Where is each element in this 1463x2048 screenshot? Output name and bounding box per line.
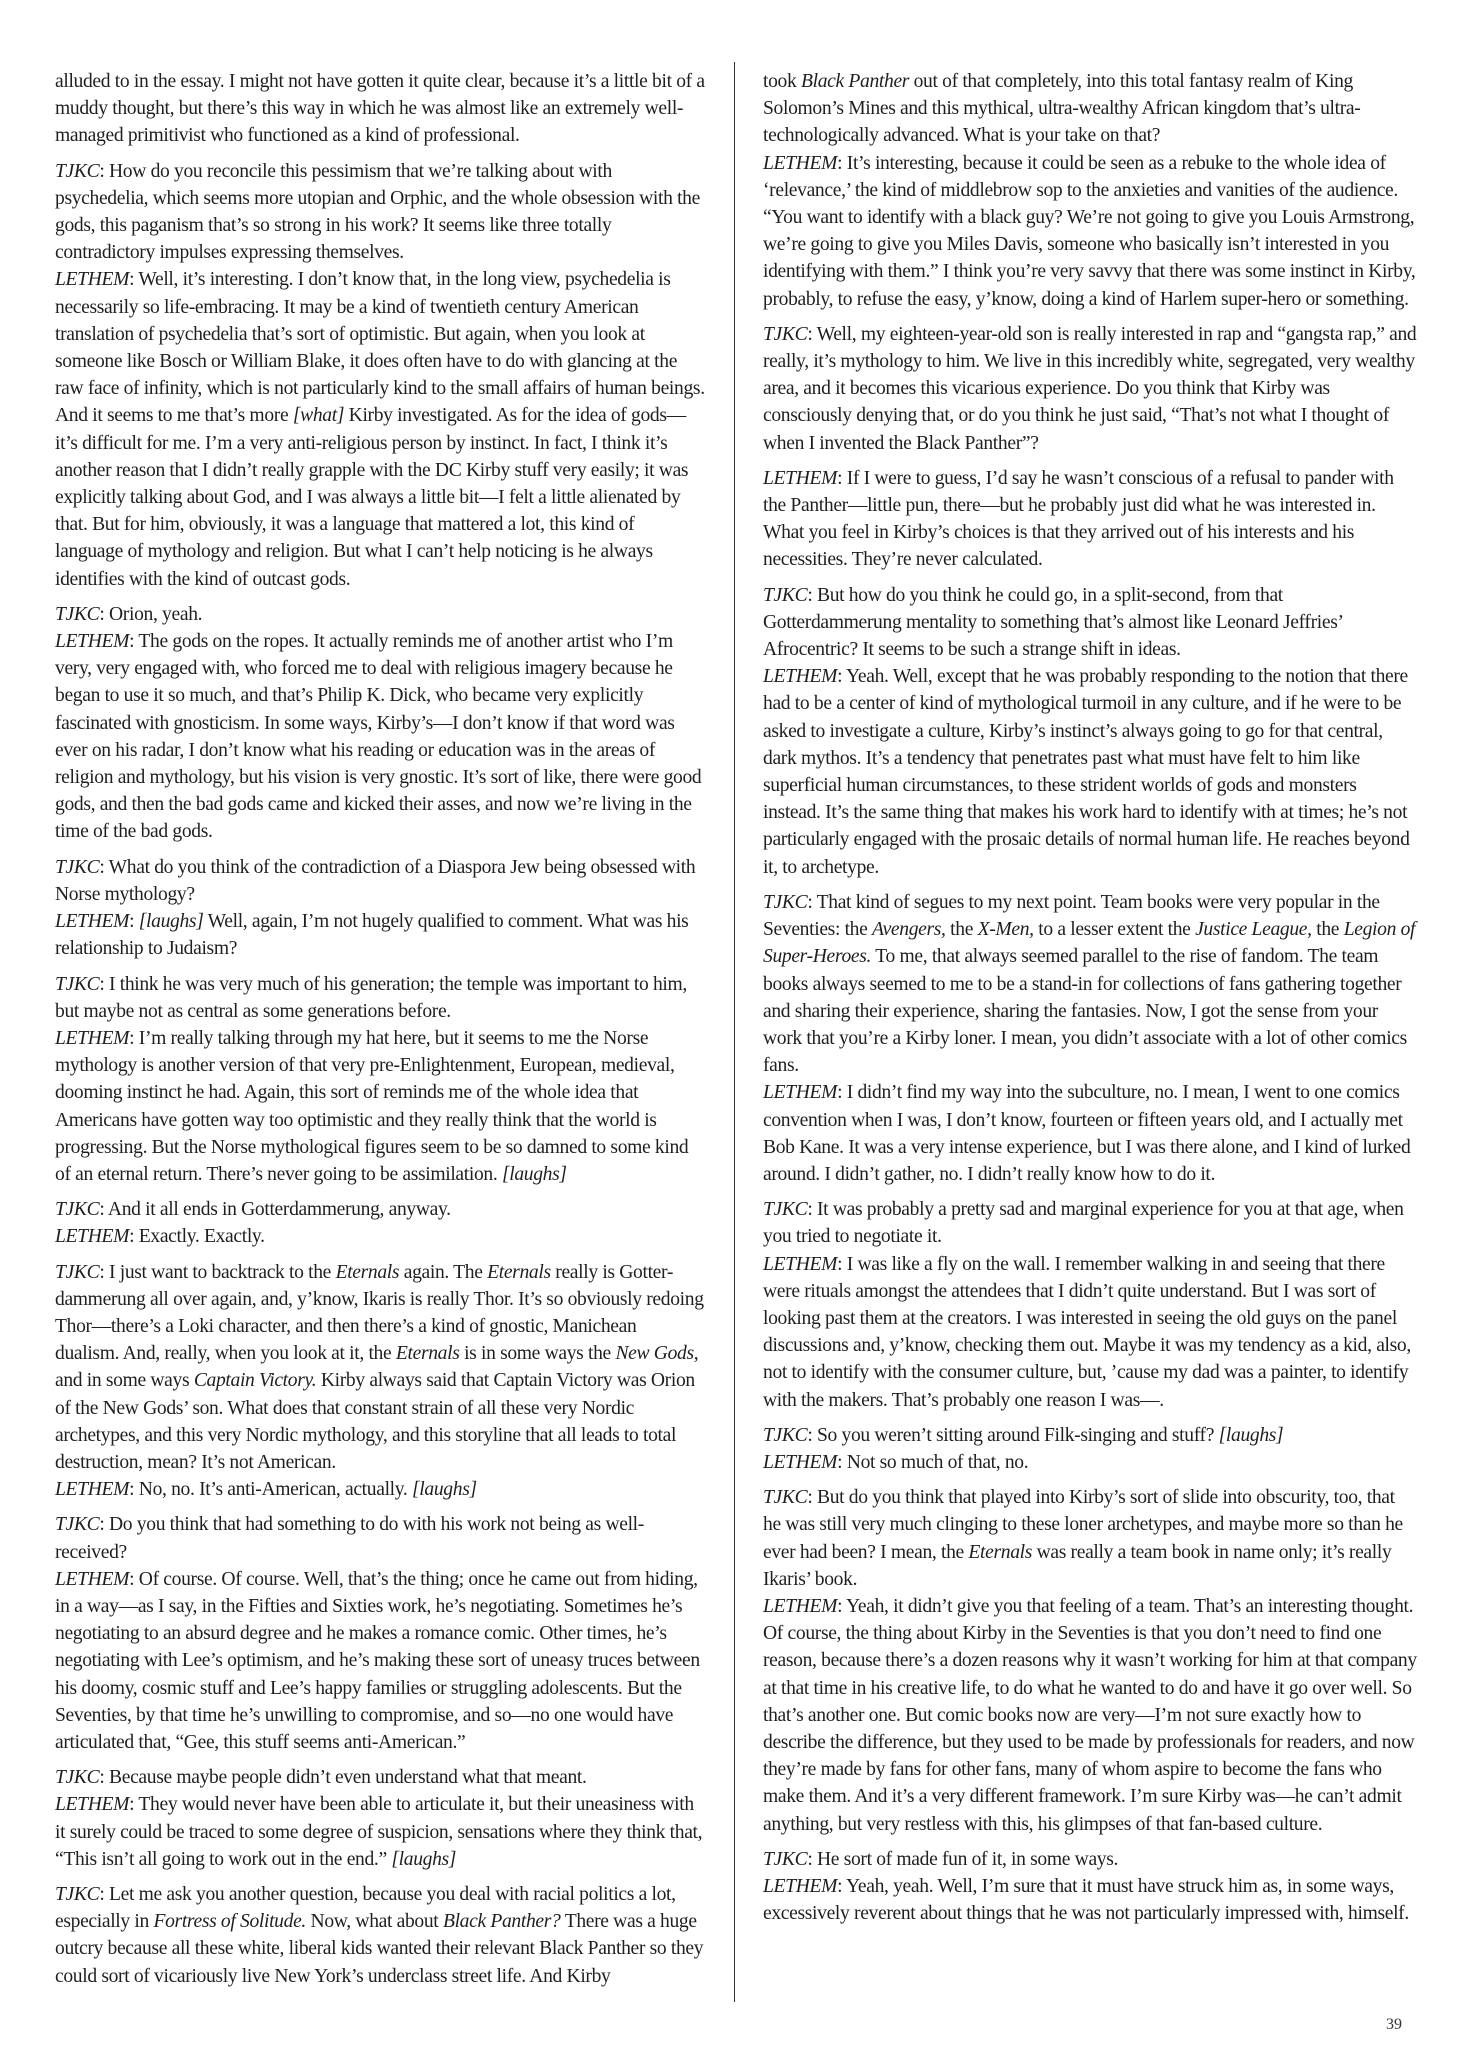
speaker-name: TJKC [55,1514,100,1536]
italic-text: [laughs] [391,1848,457,1870]
body-text: Let me ask you another question, because you deal with racial politics a lot, especially in [55,1884,676,1933]
italic-text: Captain Victory. [193,1370,317,1392]
speaker-line: TJKC: He sort of made fun of it, in some ways. [763,1848,1119,1870]
body-text: No, no. It’s anti-American, actually. [138,1479,413,1501]
body-text: again. The [399,1261,488,1283]
interview-paragraph [55,1259,705,1504]
interview-paragraph [55,971,705,1189]
speaker-name: TJKC [763,323,808,345]
interview-paragraph [763,68,1417,313]
speaker-name: TJKC [55,1767,100,1789]
body-text: It’s interesting, because it could be seen as a rebuke to the whole idea of ‘relevance,’ the kind of middlebrow sop to the anxieties and vanities of the audience. “You want to identify with a black guy? We’re not going to give you Louis Armstrong, we’re going to give you Miles Davis, someone who basically isn’t interested in you identifying with them.” I think you’re very savvy that there was some instinct in Kirby, probably, to refuse the easy, y’know, doing a kind of Harlem super-hero or something. [763,152,1416,310]
speaker-name: LETHEM [55,1027,130,1049]
speaker-line: TJKC: Well, my eighteen-year-old son is really interested in rap and “gangsta rap,” and really, it’s mythology to him. We live in this incredibly white, segregated, very wealthy area, and it becomes this vicarious experience. Do you think that Kirby was consciously denying that, or do you think he just said, “That’s not what I thought of when I invented the Black Panther”? [763,323,1417,454]
speaker-line: LETHEM: [laughs] Well, again, I’m not hugely qualified to comment. What was his relationship to Judaism? [55,911,689,960]
body-text: and in some ways [55,1370,194,1392]
speaker-line: LETHEM: They would never have been able to articulate it, but their uneasiness with it surely could be traced to some degree of suspicion, sensations where they think that, “This isn’t all going to work out in the end.” [laughs] [55,1794,703,1870]
body-text: Well, it’s interesting. I don’t know that, in the long view, psychedelia is necessarily so life-embracing. It may be a kind of twentieth century American translation of psychedelia that’s sort of optimistic. But again, when you look at someone like Bosch or William Blake, it does often have to do with glancing at the raw face of infinity, which is not particularly kind to the small affairs of human beings. And it seems to me that’s more [55,269,705,427]
speaker-name: LETHEM [763,152,838,174]
right-column [763,68,1417,1935]
interview-paragraph [763,1484,1417,1838]
italic-text: Eternals [487,1261,551,1283]
speaker-name: TJKC [55,160,100,182]
italic-text: [laughs] [1218,1424,1284,1446]
speaker-name: LETHEM [55,631,130,653]
speaker-line: LETHEM: Yeah. Well, except that he was probably responding to the notion that there had to be a center of kind of mythological turmoil in any culture, and if he were to be asked to investigate a culture, Kirby’s instinct’s always going to go for that central, dark mythos. It’s a tendency that penetrates past what must have felt to him like superficial human circumstances, to these strident worlds of gods and monsters instead. It’s the same thing that makes his work hard to identify with at times; he’s not particularly engaged with the prosaic details of normal human life. He reaches beyond it, to archetype. [763,666,1410,878]
body-text: If I were to guess, I’d say he wasn’t conscious of a refusal to pander with the Panther—little pun, there—but he probably just did what he was interested in. What you feel in Kirby’s choices is that they arrived out of his interests and his necessities. They’re never calculated. [763,467,1394,571]
speaker-line: TJKC: And it all ends in Gotterdammerung, anyway. [55,1199,451,1221]
italic-text: Black Panther [800,71,910,92]
continuation-line [55,68,705,150]
body-text: took [763,71,801,92]
body-text: Do you think that had something to do with his work not being as well-received? [55,1514,644,1563]
speaker-line: TJKC: I just want to backtrack to the Eternals again. The Eternals really is Gotter-dammerung all over again, and, y’know, Ikaris is really Thor. It’s so obviously redoing Thor—there’s a Loki character, and then there’s a kind of gnostic, Manichean dualism. And, really, when you look at it, the Eternals is in some ways the New Gods, and in some ways Captain Victory. Kirby always said that Captain Victory was Orion of the New Gods’ son. What does that constant strain of all these very Nordic archetypes, and this very Nordic mythology, and this storyline that all leads to total destruction, mean? It’s not American. [55,1261,704,1473]
body-text: I was like a fly on the wall. I remember walking in and seeing that there were rituals amongst the attendees that I didn’t quite understand. But I was sort of looking past them at the creators. I was interested in seeing the old guys on the panel discussions and, y’know, checking them out. Maybe it was my tendency as a kid, also, not to identify with the consumer culture, but, ’cause my dad was a painter, to identify with the makers. That’s probably one reason I was—. [763,1253,1411,1411]
italic-text: Eternals [335,1261,400,1283]
body-text: To me, that always seemed parallel to the rise of fandom. The team books always seemed to me to be a stand-in for collections of fans gathering together and sharing their experience, sharing the fantasies. Now, I got the sense from your work that you’re a Kirby loner. I mean, you didn’t associate with a lot of other comics fans. [763,946,1407,1077]
body-text: What do you think of the contradiction of a Diaspora Jew being obsessed with Norse mythology? [55,856,696,905]
speaker-line: LETHEM: Not so much of that, no. [763,1451,1029,1473]
speaker-name: TJKC [763,891,808,913]
interview-paragraph [763,1846,1417,1928]
body-text: I think he was very much of his generation; the temple was important to him, but maybe not as central as some generations before. [55,973,687,1022]
italic-text: X-Men, [977,919,1034,941]
body-text: Well, again, I’m not hugely qualified to comment. What was his relationship to Judaism? [55,911,689,960]
speaker-line: LETHEM: Yeah, it didn’t give you that feeling of a team. That’s an interesting thought. Of course, the thing about Kirby in the Seventies is that you don’t need to find one reason, because there’s a dozen reasons why it wasn’t working for him at that company at that time in his creative life, to do what he wanted to do and have it go over well. So that’s another one. But comic books now are very—I’m not sure exactly how to describe the difference, but they used to be made by professionals for readers, and now they’re made by fans for other fans, many of whom aspire to become the fans who make them. And it’s a very different framework. I’m sure Kirby was—he can’t admit anything, but very restless with this, his glimpses of that fan-based culture. [763,1595,1417,1835]
italic-text: Black Panther? [442,1911,561,1933]
speaker-name: TJKC [763,1424,808,1446]
speaker-name: LETHEM [55,1794,130,1816]
body-text: Of course. Of course. Well, that’s the thing; once he came out from hiding, in a way—as I say, in the Fifties and Sixties work, he’s negotiating. Sometimes he’s negotiating to an absurd degree and he makes a romance comic. Other times, he’s negotiating with Lee’s optimism, and he’s making these sort of uneasy truces between his doomy, cosmic stuff and Lee’s happy families or struggling adolescents. But the Seventies, by that time he’s unwilling to compromise, and so—no one would have articulated that, “Gee, this stuff seems anti-American.” [55,1568,700,1753]
speaker-name: TJKC [763,1487,808,1509]
italic-text: Eternals [395,1343,460,1365]
continuation-line [763,68,1417,150]
body-text: to a lesser extent the [1033,919,1196,941]
interview-paragraph [763,1422,1417,1476]
body-text: Kirby always said that Captain Victory was Orion of the New Gods’ son. What does that constant strain of all these very Nordic archetypes, and this very Nordic mythology, and this storyline that all leads to total destruction, mean? It’s not American. [55,1370,695,1473]
body-text: Yeah. Well, except that he was probably responding to the notion that there had to be a center of kind of mythological turmoil in any culture, and if he were to be asked to investigate a culture, Kirby’s instinct’s always going to go for that central, dark mythos. It’s a tendency that penetrates past what must have felt to him like superficial human circumstances, to these strident worlds of gods and monsters instead. It’s the same thing that makes his work hard to identify with at times; he’s not particularly engaged with the prosaic details of normal human life. He reaches beyond it, to archetype. [763,666,1410,878]
speaker-line: LETHEM: No, no. It’s anti-American, actually. [laughs] [55,1479,477,1501]
body-text: Not so much of that, no. [846,1451,1029,1473]
body-text: Orion, yeah. [109,603,203,625]
body-text: is in some ways the [459,1343,616,1365]
speaker-line: TJKC: Because maybe people didn’t even understand what that meant. [55,1767,587,1789]
interview-paragraph [763,1196,1417,1414]
body-text: Exactly. Exactly. [138,1226,265,1248]
speaker-name: LETHEM [55,269,130,291]
body-text: was really a team book in name only; it’s really Ikaris’ book. [763,1541,1392,1590]
speaker-name: LETHEM [763,467,838,489]
interview-paragraph [763,321,1417,457]
body-text: Yeah, yeah. Well, I’m sure that it must have struck him as, in some ways, excessively reverent about things that he was not particularly impressed with, himself. [763,1876,1409,1925]
speaker-name: TJKC [55,1261,100,1283]
body-text: I’m really talking through my hat here, but it seems to me the Norse mythology is another version of that very pre-Enlightenment, European, medieval, dooming instinct he had. Again, this sort of reminds me of the whole idea that Americans have gotten way too optimistic and they really think that the world is progressing. But the Norse mythological figures seem to be so damned to some kind of an eternal return. There’s never going to be assimilation. [55,1027,689,1185]
speaker-line: TJKC: I think he was very much of his generation; the temple was important to him, but maybe not as central as some generations before. [55,973,687,1022]
speaker-name: TJKC [55,1884,100,1905]
italic-text: [laughs] [138,911,204,933]
body-text: But do you think that played into Kirby’s sort of slide into obscurity, too, that he was still very much clinging to these loner archetypes, and maybe more so than he ever had been? I mean, the [763,1487,1403,1563]
body-text: There was a huge outcry because all these white, liberal kids wanted their relevant Black Panther so they could sort of vicariously live New York’s underclass street life. And Kirby [55,1911,704,1987]
italic-text: Eternals [968,1541,1033,1563]
body-text: Kirby investigated. As for the idea of gods—it’s difficult for me. I’m a very anti-religious person by instinct. In fact, I think it’s another reason that I didn’t really grapple with the DC Kirby stuff very easily; it was explicitly talking about God, and I was always a little bit—I felt a little alienated by that. But for him, obviously, it was a language that mattered a lot, this kind of language of mythology and religion. But what I can’t help noticing is he always identifies with the kind of outcast gods. [55,405,689,590]
speaker-line: TJKC: It was probably a pretty sad and marginal experience for you at that age, when you tried to negotiate it. [763,1199,1404,1248]
speaker-line: TJKC: What do you think of the contradiction of a Diaspora Jew being obsessed with Norse mythology? [55,856,696,905]
body-text: really is Gotter-dammerung all over again, and, y’know, Ikaris is really Thor. It’s so obviously redoing Thor—there’s a Loki character, and then there’s a kind of gnostic, Manichean dualism. And, really, when you look at it, the [55,1261,704,1365]
italic-text: [what] [292,405,345,427]
body-text: He sort of made fun of it, in some ways. [817,1848,1119,1870]
speaker-name: LETHEM [55,911,130,933]
speaker-name: LETHEM [763,1595,838,1617]
body-text: I just want to backtrack to the [109,1261,336,1283]
speaker-name: LETHEM [763,1451,838,1473]
speaker-line: TJKC: But how do you think he could go, in a split-second, from that Gotterdammerung mentality to something that’s almost like Leonard Jeffries’ Afrocentric? It seems to be such a strange shift in ideas. [763,584,1343,661]
body-text: alluded to in the essay. I might not have gotten it quite clear, because it’s a little bit of a muddy thought, but there’s this way in which he was almost like an extremely well-managed primitivist who functioned as a kind of professional. [55,71,705,147]
italic-text: New Gods, [615,1343,699,1365]
body-text: It was probably a pretty sad and marginal experience for you at that age, when you tried to negotiate it. [763,1199,1404,1248]
interview-paragraph [55,158,705,593]
speaker-name: TJKC [763,1199,808,1221]
speaker-line: LETHEM: The gods on the ropes. It actually reminds me of another artist who I’m very, very engaged with, who forced me to deal with religious imagery because he began to use it so much, and that’s Philip K. Dick, who became very explicitly fascinated with gnosticism. In some ways, Kirby’s—I don’t know if that word was ever on his radar, I don’t know what his reading or education was in the areas of religion and mythology, but his vision is very gnostic. It’s sort of like, there were good gods, and then the bad gods came and kicked their asses, and now we’re living in the time of the bad gods. [55,631,702,843]
speaker-name: LETHEM [55,1568,130,1590]
speaker-line: LETHEM: I didn’t find my way into the subculture, no. I mean, I went to one comics convention when I was, I don’t know, fourteen or fifteen years old, and I actually met Bob Kane. It was a very intense experience, but I was there alone, and I kind of lurked around. I didn’t gather, no. I didn’t really know how to do it. [763,1082,1411,1185]
speaker-name: LETHEM [763,1253,838,1275]
speaker-name: LETHEM [763,1876,838,1897]
interview-paragraph [763,889,1417,1188]
interview-paragraph [763,465,1417,574]
interview-paragraph [763,582,1417,881]
italic-text: [laughs] [501,1163,567,1185]
interview-paragraph [55,601,705,846]
interview-paragraph [55,1764,705,1873]
body-text: Well, my eighteen-year-old son is really interested in rap and “gangsta rap,” and really, it’s mythology to him. We live in this incredibly white, segregated, very wealthy area, and it becomes this vicarious experience. Do you think that Kirby was consciously denying that, or do you think he just said, “That’s not what I thought of when I invented the Black Panther”? [763,323,1417,454]
body-text: I didn’t find my way into the subculture, no. I mean, I went to one comics convention when I was, I don’t know, fourteen or fifteen years old, and I actually met Bob Kane. It was a very intense experience, but I was there alone, and I kind of lurked around. I didn’t gather, no. I didn’t really know how to do it. [763,1082,1411,1185]
speaker-name: TJKC [55,856,100,878]
speaker-line: LETHEM: I was like a fly on the wall. I remember walking in and seeing that there were rituals amongst the attendees that I didn’t quite understand. But I was sort of looking past them at the creators. I was interested in seeing the old guys on the panel discussions and, y’know, checking them out. Maybe it was my tendency as a kid, also, not to identify with the consumer culture, but, ’cause my dad was a painter, to identify with the makers. That’s probably one reason I was—. [763,1253,1411,1411]
body-text: out of that completely, into this total fantasy realm of King Solomon’s Mines and this mythical, ultra-wealthy African kingdom that’s ultra-technologically advanced. What is your take on that? [763,71,1361,147]
body-text: They would never have been able to articulate it, but their uneasiness with it surely could be traced to some degree of suspicion, sensations where they think that, “This isn’t all going to work out in the end.” [55,1794,703,1870]
speaker-name: TJKC [763,1848,808,1870]
left-column [55,68,705,1998]
speaker-name: TJKC [55,973,100,995]
interview-paragraph [55,68,705,150]
speaker-name: TJKC [55,603,100,625]
speaker-line: TJKC: How do you reconcile this pessimism that we’re talking about with psychedelia, which seems more utopian and Orphic, and the whole obsession with the gods, this paganism that’s so strong in his work? It seems like three totally contradictory impulses expressing themselves. [55,160,700,264]
speaker-name: TJKC [55,1199,100,1221]
speaker-name: LETHEM [763,666,838,688]
speaker-line: TJKC: Do you think that had something to do with his work not being as well-received? [55,1514,644,1563]
body-text: The gods on the ropes. It actually reminds me of another artist who I’m very, very engaged with, who forced me to deal with religious imagery because he began to use it so much, and that’s Philip K. Dick, who became very explicitly fascinated with gnosticism. In some ways, Kirby’s—I don’t know if that word was ever on his radar, I don’t know what his reading or education was in the areas of religion and mythology, but his vision is very gnostic. It’s sort of like, there were good gods, and then the bad gods came and kicked their asses, and now we’re living in the time of the bad gods. [55,631,702,843]
column-divider [734,62,735,2002]
body-text: But how do you think he could go, in a split-second, from that Gotterdammerung mentality to something that’s almost like Leonard Jeffries’ Afrocentric? It seems to be such a strange shift in ideas. [763,584,1343,661]
italic-text: Fortress of Solitude. [153,1911,306,1933]
body-text: the [1311,919,1344,941]
interview-paragraph [55,854,705,963]
speaker-line: LETHEM: If I were to guess, I’d say he wasn’t conscious of a refusal to pander with the Panther—little pun, there—but he probably just did what he was interested in. What you feel in Kirby’s choices is that they arrived out of his interests and his necessities. They’re never calculated. [763,467,1394,571]
interview-paragraph [55,1196,705,1250]
body-text: How do you reconcile this pessimism that we’re talking about with psychedelia, which seems more utopian and Orphic, and the whole obsession with the gods, this paganism that’s so strong in his work? It seems like three totally contradictory impulses expressing themselves. [55,160,700,264]
speaker-line: LETHEM: I’m really talking through my hat here, but it seems to me the Norse mythology is another version of that very pre-Enlightenment, European, medieval, dooming instinct he had. Again, this sort of reminds me of the whole idea that Americans have gotten way too optimistic and they really think that the world is progressing. But the Norse mythological figures seem to be so damned to some kind of an eternal return. There’s never going to be assimilation. [laughs] [55,1027,689,1185]
speaker-name: TJKC [763,584,808,606]
body-text: That kind of segues to my next point. Team books were very popular in the Seventies: the [763,891,1380,941]
interview-paragraph [55,1881,705,1990]
page-number: 39 [1386,2016,1402,2033]
speaker-line: LETHEM: Exactly. Exactly. [55,1226,265,1248]
speaker-line: LETHEM: Yeah, yeah. Well, I’m sure that it must have struck him as, in some ways, excessively reverent about things that he was not particularly impressed with, himself. [763,1876,1409,1925]
body-text: Yeah, it didn’t give you that feeling of a team. That’s an interesting thought. Of course, the thing about Kirby in the Seventies is that you don’t need to find one reason, because there’s a dozen reasons why it wasn’t working for him at that company at that time in his creative life, to do what he wanted to do and have it go over well. So that’s another one. But comic books now are very—I’m not sure exactly how to describe the difference, but they used to be made by professionals for readers, and now they’re made by fans for other fans, many of whom aspire to become the fans who make them. And it’s a very different framework. I’m sure Kirby was—he can’t admit anything, but very restless with this, his glimpses of that fan-based culture. [763,1595,1417,1835]
speaker-line: TJKC: So you weren’t sitting around Filk-singing and stuff? [laughs] [763,1424,1284,1446]
italic-text: Justice League, [1195,919,1312,941]
body-text: Now, what about [305,1911,443,1933]
speaker-line: LETHEM: It’s interesting, because it could be seen as a rebuke to the whole idea of ‘relevance,’ the kind of middlebrow sop to the anxieties and vanities of the audience. “You want to identify with a black guy? We’re not going to give you Louis Armstrong, we’re going to give you Miles Davis, someone who basically isn’t interested in you identifying with them.” I think you’re very savvy that there was some instinct in Kirby, probably, to refuse the easy, y’know, doing a kind of Harlem super-hero or something. [763,152,1416,310]
speaker-line: TJKC: That kind of segues to my next point. Team books were very popular in the Seventies: the Avengers, the X-Men, to a lesser extent the Justice League, the Legion of Super-Heroes. To me, that always seemed parallel to the rise of fandom. The team books always seemed to me to be a stand-in for collections of fans gathering together and sharing their experience, sharing the fantasies. Now, I got the sense from your work that you’re a Kirby loner. I mean, you didn’t associate with a lot of other comics fans. [763,891,1416,1077]
speaker-line: LETHEM: Of course. Of course. Well, that’s the thing; once he came out from hiding, in a way—as I say, in the Fifties and Sixties work, he’s negotiating. Sometimes he’s negotiating to an absurd degree and he makes a romance comic. Other times, he’s negotiating with Lee’s optimism, and he’s making these sort of uneasy truces between his doomy, cosmic stuff and Lee’s happy families or struggling adolescents. But the Seventies, by that time he’s unwilling to compromise, and so—no one would have articulated that, “Gee, this stuff seems anti-American.” [55,1568,700,1753]
speaker-line: LETHEM: Well, it’s interesting. I don’t know that, in the long view, psychedelia is necessarily so life-embracing. It may be a kind of twentieth century American translation of psychedelia that’s sort of optimistic. But again, when you look at someone like Bosch or William Blake, it does often have to do with glancing at the raw face of infinity, which is not particularly kind to the small affairs of human beings. And it seems to me that’s more [what] Kirby investigated. As for the idea of gods—it’s difficult for me. I’m a very anti-religious person by instinct. In fact, I think it’s another reason that I didn’t really grapple with the DC Kirby stuff very easily; it was explicitly talking about God, and I was always a little bit—I felt a little alienated by that. But for him, obviously, it was a language that mattered a lot, this kind of language of mythology and religion. But what I can’t help noticing is he always identifies with the kind of outcast gods. [55,269,705,590]
body-text: the [945,919,978,941]
italic-text: [laughs] [412,1479,477,1501]
speaker-line: TJKC: But do you think that played into Kirby’s sort of slide into obscurity, too, that he was still very much clinging to these loner archetypes, and maybe more so than he ever had been? I mean, the Eternals was really a team book in name only; it’s really Ikaris’ book. [763,1487,1403,1590]
italic-text: Avengers, [872,919,946,941]
speaker-name: LETHEM [55,1226,130,1248]
speaker-line: TJKC: Let me ask you another question, because you deal with racial politics a lot, especially in Fortress of Solitude. Now, what about Black Panther? There was a huge outcry because all these white, liberal kids wanted their relevant Black Panther so they could sort of vicariously live New York’s underclass street life. And Kirby [55,1884,704,1987]
body-text: And it all ends in Gotterdammerung, anyway. [107,1199,451,1221]
speaker-name: LETHEM [55,1479,130,1501]
italic-text: Legion of Super-Heroes. [763,919,1416,968]
speaker-name: LETHEM [763,1082,838,1104]
speaker-line: TJKC: Orion, yeah. [55,603,203,625]
body-text: Because maybe people didn’t even understand what that meant. [109,1767,587,1789]
body-text: So you weren’t sitting around Filk-singing and stuff? [817,1424,1219,1446]
interview-paragraph [55,1511,705,1756]
